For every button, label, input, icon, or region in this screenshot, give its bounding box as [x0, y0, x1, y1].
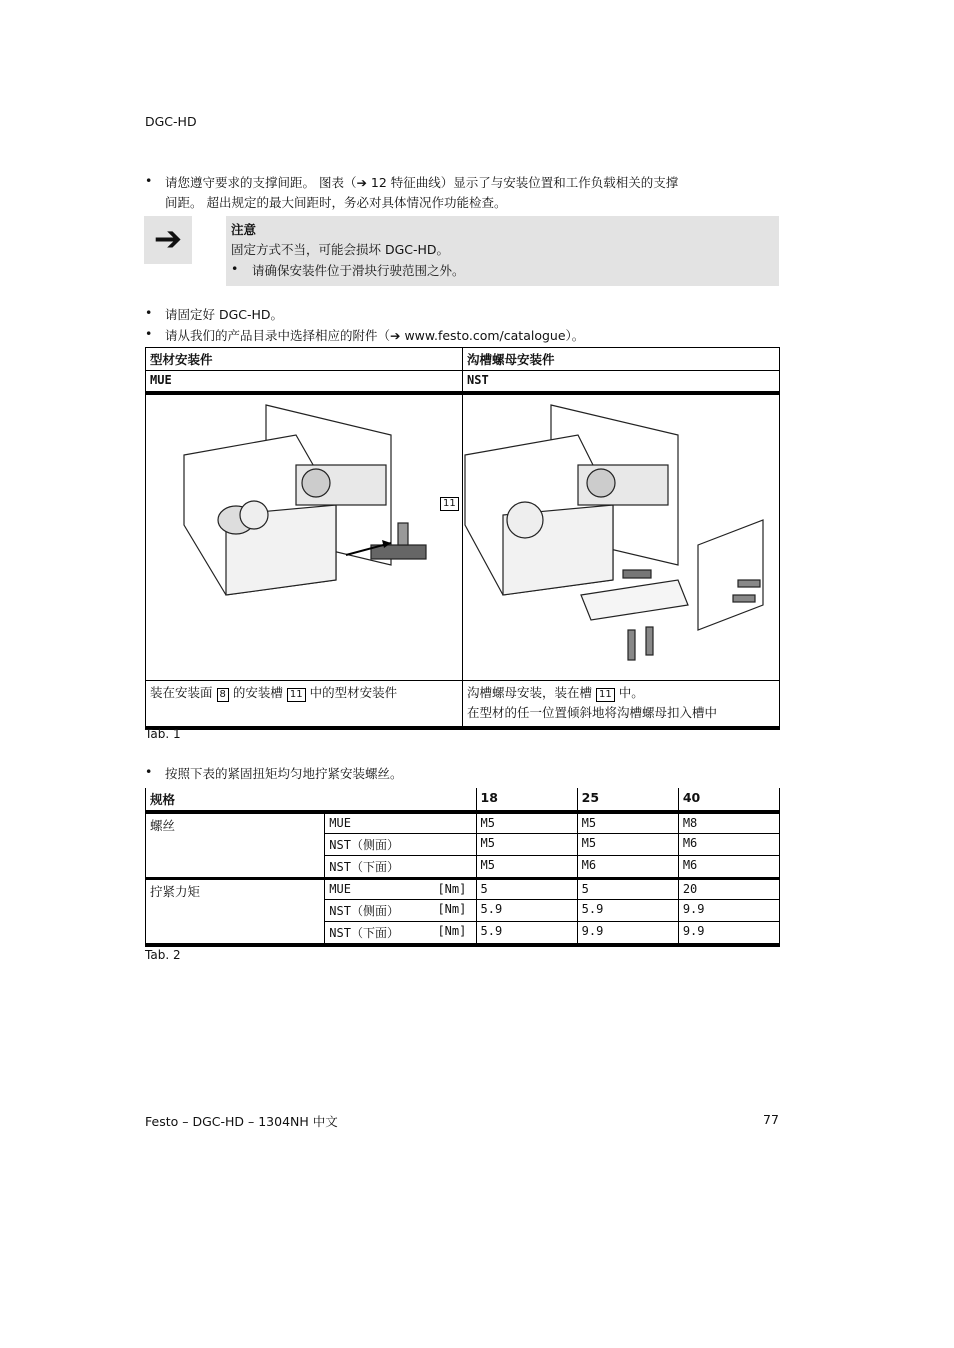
- note-bullet-dot: •: [231, 261, 239, 276]
- text: 间距。 超出规定的最大间距时，务必对具体情况作功能检查。: [165, 195, 507, 210]
- text: 装在安装面: [150, 684, 213, 700]
- cell: M8: [678, 812, 779, 833]
- note-text: 固定方式不当，可能会损坏 DGC-HD。: [231, 242, 450, 257]
- mue-illustration: [146, 393, 463, 681]
- footer-doc-id: Festo – DGC-HD – 1304NH 中文: [145, 1114, 338, 1129]
- cell: 9.9: [678, 899, 779, 921]
- header-size: 规格: [146, 788, 477, 812]
- cell: 20: [678, 878, 779, 899]
- table-1: [145, 347, 780, 730]
- running-header: DGC-HD: [145, 114, 197, 129]
- cell: M5: [476, 855, 577, 878]
- table-2: [145, 788, 780, 947]
- code-mue: MUE: [146, 371, 463, 393]
- note-bullet: 请确保安装件位于滑块行驶范围之外。: [252, 263, 465, 278]
- header-slot-nut-mount: 沟槽螺母安装件: [463, 348, 780, 371]
- arrow-right-icon: ➔: [144, 216, 192, 264]
- cell: M6: [678, 855, 779, 878]
- text: 中的型材安装件: [309, 684, 398, 700]
- unit: [433, 812, 476, 833]
- header-25: 25: [577, 788, 678, 812]
- callout-11: 11: [440, 497, 459, 511]
- unit: [Nm]: [433, 878, 476, 899]
- nst-illustration: [463, 393, 780, 681]
- row-label: NST（下面）: [325, 921, 434, 945]
- cell: M6: [678, 833, 779, 855]
- cell: M5: [577, 833, 678, 855]
- cell: 9.9: [678, 921, 779, 945]
- note-box: [226, 216, 779, 286]
- cell: M5: [476, 833, 577, 855]
- row-label: MUE: [325, 878, 434, 899]
- note-title: 注意: [231, 222, 257, 237]
- cell: 5.9: [476, 921, 577, 945]
- text: 沟槽螺母安装，装在槽: [467, 684, 593, 700]
- cell: M6: [577, 855, 678, 878]
- unit: [433, 855, 476, 878]
- profile-mount-drawing: [146, 395, 462, 677]
- text: 请从我们的产品目录中选择相应的附件（➔ www.festo.com/catalogue）。: [165, 328, 585, 343]
- header-18: 18: [476, 788, 577, 812]
- cell: 5: [577, 878, 678, 899]
- text: 中。: [618, 684, 644, 700]
- table-1-label: Tab. 1: [145, 727, 181, 741]
- header-40: 40: [678, 788, 779, 812]
- code-nst: NST: [463, 371, 780, 393]
- cell: 5: [476, 878, 577, 899]
- caption-profile-mount: [146, 680, 463, 728]
- header-profile-mount: 型材安装件: [146, 348, 463, 371]
- group-torque: 拧紧力矩: [146, 878, 325, 945]
- text: 请您遵守要求的支撑间距。 图表（➔ 12 特征曲线）显示了与安装位置和工作负载相关的支撑: [165, 175, 679, 190]
- row-label: MUE: [325, 812, 434, 833]
- row-label: NST（侧面）: [325, 833, 434, 855]
- cell: 5.9: [476, 899, 577, 921]
- slot-nut-mount-drawing: [463, 395, 779, 677]
- caption-slot-nut: [463, 680, 780, 728]
- unit: [Nm]: [433, 899, 476, 921]
- cell: 9.9: [577, 921, 678, 945]
- group-screw: 螺丝: [146, 812, 325, 878]
- cell: M5: [577, 812, 678, 833]
- cell: 5.9: [577, 899, 678, 921]
- unit: [Nm]: [433, 921, 476, 945]
- row-label: NST（下面）: [325, 855, 434, 878]
- table-2-label: Tab. 2: [145, 948, 181, 962]
- cell: M5: [476, 812, 577, 833]
- callout-11: 11: [596, 688, 615, 702]
- row-label: NST（侧面）: [325, 899, 434, 921]
- text: 在型材的任一位置倾斜地将沟槽螺母扣入槽中: [467, 704, 718, 720]
- text: 请固定好 DGC-HD。: [165, 307, 284, 322]
- callout-8: 8: [217, 688, 229, 702]
- page-number: 77: [763, 1112, 779, 1127]
- callout-11: 11: [287, 688, 306, 702]
- text: 按照下表的紧固扭矩均匀地拧紧安装螺丝。: [165, 766, 403, 781]
- text: 的安装槽: [232, 684, 283, 700]
- unit: [433, 833, 476, 855]
